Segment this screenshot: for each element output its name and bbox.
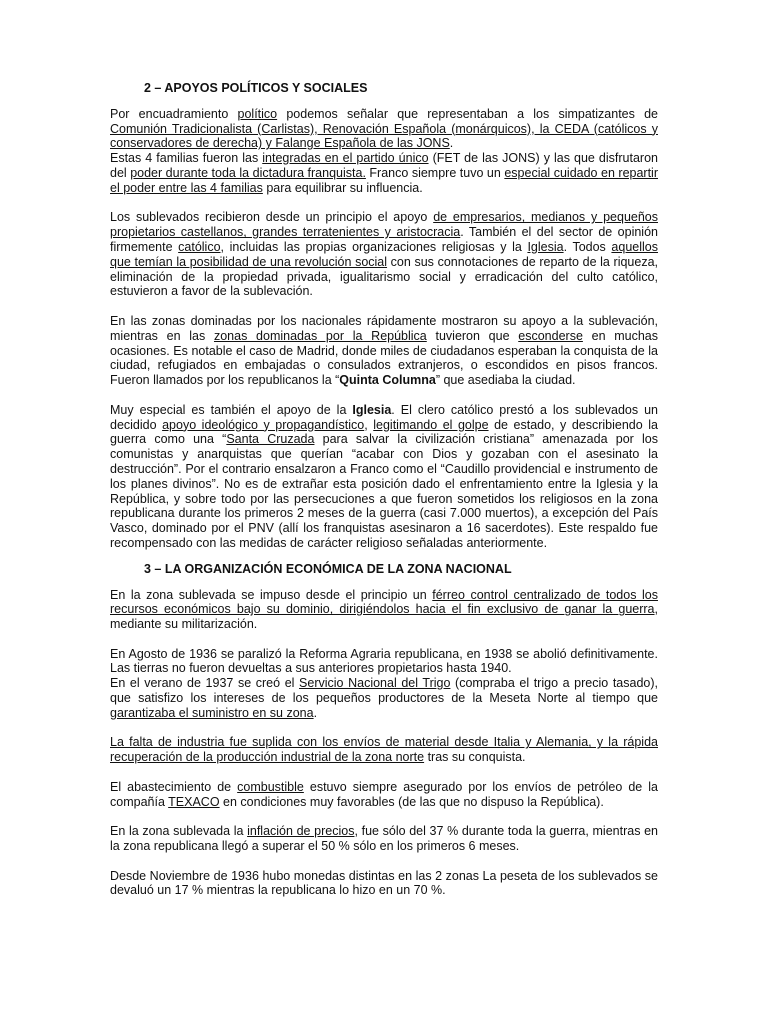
text-run: en muchas ocasiones. Es notable el caso de Madrid, donde miles de ciudadanos esperaban la conquista de la ciudad, refugiados en embajadas o consulados extranjeros, o escondidos en pisos francos. Fueron llamados por los republicanos la “: [110, 328, 659, 388]
document-body: [110, 81, 658, 913]
section-2-paragraph-2: [110, 151, 658, 195]
underlined-text: inflación de precios: [247, 824, 355, 839]
text-run: con sus connotaciones de reparto de la riqueza, eliminación de la propiedad privada, igualitarismo social y erradicación del culto católico, estuvieron a favor de la sublevación.: [110, 254, 658, 299]
text-run: En la zona sublevada se impuso desde el principio un: [110, 587, 433, 602]
section-3-paragraph-2: [110, 647, 658, 677]
underlined-text: TEXACO: [168, 794, 220, 809]
underlined-text: de empresarios, medianos y pequeños propietarios castellanos, grandes terratenientes y aristocracia: [110, 210, 658, 240]
text-run: Estas 4 familias fueron las: [110, 151, 263, 166]
text-run: , fue sólo del 37 % durante toda la guerra, mientras en la zona republicana llegó a superar el 50 % sólo en los primeros 6 meses.: [110, 824, 658, 854]
underlined-text: aquellos que temían la posibilidad de una revolución social: [110, 239, 658, 269]
section-2-paragraph-4: [110, 314, 658, 388]
text-run: . El clero católico prestó a los sublevados un decidido: [110, 402, 658, 432]
underlined-text: férreo control centralizado de todos los recursos económicos bajo su dominio, dirigiéndolos hacia el fin exclusivo de ganar la guerra: [110, 587, 658, 617]
text-run: Muy especial es también el apoyo de la: [110, 402, 353, 417]
text-run: tuvieron que: [426, 328, 519, 343]
text-run: , mediante su militarización.: [110, 602, 658, 632]
text-run: En el verano de 1937 se creó el: [110, 676, 300, 691]
text-run: de estado, y describiendo la guerra como una “: [110, 417, 658, 447]
text-run: Por encuadramiento: [110, 106, 238, 121]
bold-text: Iglesia: [352, 402, 392, 417]
text-run: para equilibrar su influencia.: [262, 180, 423, 195]
underlined-text: esconderse: [518, 328, 583, 343]
text-run: en condiciones muy favorables (de las que no dispuso la República).: [219, 794, 604, 809]
text-run: . Todos: [563, 239, 612, 254]
bold-text: Quinta Columna: [339, 373, 436, 388]
underlined-text: especial cuidado en repartir el poder entre las 4 familias: [110, 165, 658, 195]
text-run: Desde Noviembre de 1936 hubo monedas distintas en las 2 zonas La peseta de los sublevados se devaluó un 17 % mientras la republicana lo hizo en un 70 %.: [110, 868, 658, 898]
section-2-paragraph-1: [110, 107, 658, 151]
text-run: En Agosto de 1936 se paralizó la Reforma Agraria republicana, en 1938 se abolió definitivamente. Las tierras no fueron devueltas a sus anteriores propietarios hasta 1940.: [110, 646, 658, 676]
text-run: tras su conquista.: [424, 750, 526, 765]
section-3-heading: 3 – LA ORGANIZACIÓN ECONÓMICA DE LA ZONA NACIONAL: [144, 561, 512, 576]
text-run: estuvo siempre asegurado por los envíos de petróleo de la compañía: [110, 779, 658, 809]
text-run: podemos señalar que representaban a los simpatizantes de: [277, 106, 658, 121]
section-3-paragraph-7: [110, 869, 658, 899]
section-3-paragraph-4: [110, 735, 658, 765]
underlined-text: garantizaba el suministro en su zona: [110, 705, 314, 720]
underlined-text: legitimando el golpe: [373, 417, 489, 432]
text-run: Franco siempre tuvo un: [365, 165, 505, 180]
text-run: En la zona sublevada la: [110, 824, 248, 839]
text-run: Los sublevados recibieron desde un principio el apoyo: [110, 210, 434, 225]
underlined-text: poder durante toda la dictadura franquista.: [130, 165, 366, 180]
section-3-paragraph-1: [110, 588, 658, 632]
section-2-paragraph-3: [110, 210, 658, 299]
underlined-text: integradas en el partido único: [262, 151, 429, 166]
section-2-heading: 2 – APOYOS POLÍTICOS Y SOCIALES: [144, 81, 368, 95]
text-run: para salvar la civilización cristiana” amenazada por los comunistas y anarquistas que querían “acabar con Dios y gozaban con el asesinato la destrucción”. Por el contrario ensalzaron a Franco como el “Caudillo providencial e instrumento de los planes divinos”. No es de extrañar esta posición dado el enfrentamiento entre la Iglesia y la República, y sobre todo por las persecuciones a que fueron sometidos los religiosos en la zona republicana durante los primeros 2 meses de la guerra (casi 7.000 muertos), a excepción del País Vasco, dominado por el PNV (allí los franquistas asesinaron a 16 sacerdotes). Este respaldo fue recompensado con las medidas de carácter religioso señaladas anteriormente.: [110, 432, 658, 550]
underlined-text: Santa Cruzada: [226, 432, 315, 447]
underlined-text: apoyo ideológico y propagandístico: [162, 417, 365, 432]
text-run: .: [449, 136, 454, 151]
text-run: El abastecimiento de: [110, 779, 238, 794]
text-run: . También el del sector de opinión firmemente: [110, 225, 658, 254]
underlined-text: político: [237, 106, 278, 121]
underlined-text: Iglesia: [527, 239, 564, 254]
underlined-text: zonas dominadas por la República: [213, 328, 427, 343]
text-run: , incluidas las propias organizaciones religiosas y la: [220, 239, 528, 254]
underlined-text: Servicio Nacional del Trigo: [299, 676, 451, 691]
text-run: (compraba el trigo a precio tasado), que satisfizo los intereses de los pequeños productores de la Meseta Norte al tiempo que: [110, 676, 658, 706]
section-2-paragraph-5: [110, 403, 658, 551]
text-run: .: [313, 705, 318, 720]
section-3-paragraph-3: [110, 676, 658, 720]
text-run: ” que asediaba la ciudad.: [435, 373, 576, 388]
text-run: En las zonas dominadas por los nacionales rápidamente mostraron su apoyo a la sublevación, mientras en las: [110, 313, 658, 343]
section-3-paragraph-6: [110, 824, 658, 854]
text-run: (FET de las JONS) y las que disfrutaron del: [110, 151, 658, 180]
text-run: ,: [364, 417, 374, 432]
underlined-text: católico: [178, 239, 221, 254]
underlined-text: combustible: [237, 779, 304, 794]
section-3-paragraph-5: [110, 780, 658, 810]
underlined-text: Comunión Tradicionalista (Carlistas), Renovación Española (monárquicos), la CEDA (católicos y conservadores de derecha) y Falange Española de las JONS: [110, 121, 658, 151]
underlined-text: La falta de industria fue suplida con los envíos de material desde Italia y Alemania, y la rápida recuperación de la producción industrial de la zona norte: [110, 735, 658, 765]
